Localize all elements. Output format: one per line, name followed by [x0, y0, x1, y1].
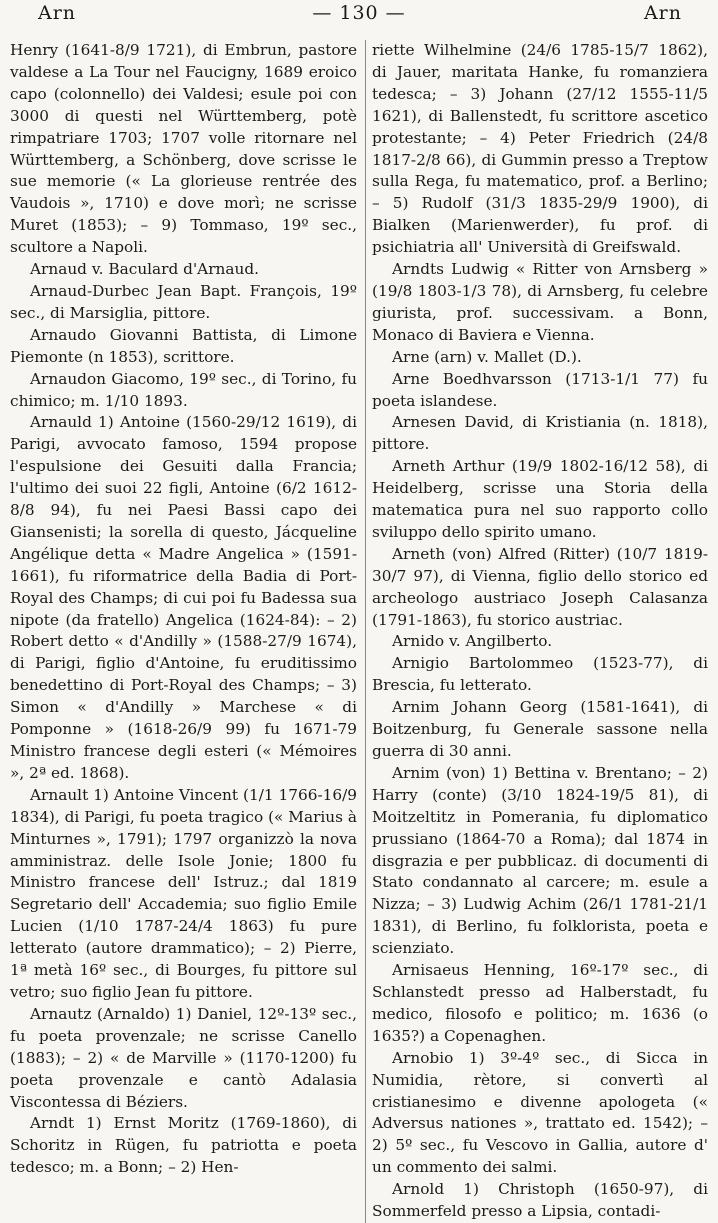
left-column	[10, 40, 366, 1223]
entry-arnim-2: Arnim (von) 1) Bettina v. Brentano; – 2) Harry (conte) (3/10 1824-19/5 81), di Moitzeltitz in Pomerania, fu diplomatico prussiano (1864-70 a Roma); dal 1874 in disgrazia e per pubblicaz. di documenti di Stato condannato al carcere; m. esule a Nizza; – 3) Ludwig Achim (26/1 1781-21/1 1831), di Berlino, fu folklorista, poeta e scienziato.	[372, 763, 708, 958]
entry-arne-2: Arne Boedhvarsson (1713-1/1 77) fu poeta islandese.	[372, 369, 708, 410]
header-right-guide-word: Arn	[643, 2, 682, 24]
right-column	[366, 40, 708, 1223]
entry-continuation: riette Wilhelmine (24/6 1785-15/7 1862), di Jauer, maritata Hanke, fu romanziera tedesca; – 3) Johann (27/12 1555-11/5 1621), di Ballenstedt, fu scrittore ascetico protestante; – 4) Peter Friedrich (24/8 1817-2/8 66), di Gummin presso a Treptow sulla Rega, fu matematico, prof. a Berlino; – 5) Rudolf (31/3 1835-29/9 1900), di Bialken (Marienwerder), fu prof. di psichiatria all' Università di Greifswald.	[372, 41, 708, 257]
entry-arnisaeus: Arnisaeus Henning, 16º-17º sec., di Schlanstedt presso ad Halberstadt, fu medico, filosofo e politico; m. 1636 (o 1635?) a Copenaghen.	[372, 961, 708, 1045]
entry-arnido: Arnido v. Angilberto.	[392, 632, 553, 651]
entry-arnaudo: Arnaudo Giovanni Battista, di Limone Piemonte (n 1853), scrittore.	[10, 325, 357, 366]
entry-arnautz: Arnautz (Arnaldo) 1) Daniel, 12º-13º sec., fu poeta provenzale; ne scrisse Canello (1883); – 2) « de Marville » (1170-1200) fu poeta provenzale e cantò Adalasia Viscontessa di Béziers.	[10, 1004, 357, 1111]
entry-arnaudon: Arnaudon Giacomo, 19º sec., di Torino, fu chimico; m. 1/10 1893.	[10, 369, 357, 410]
entry-arnim-1: Arnim Johann Georg (1581-1641), di Boitzenburg, fu Generale sassone nella guerra di 30 anni.	[372, 698, 708, 760]
entry-arnauld: Arnauld 1) Antoine (1560-29/12 1619), di Parigi, avvocato famoso, 1594 propose l'espulsione dei Gesuiti dalla Francia; l'ultimo dei suoi 22 figli, Antoine (6/2 1612-8/8 94), fu nei Paesi Bassi capo dei Giansenisti; la sorella di questo, Jácqueline Angélique detta « Madre Angelica » (1591-1661), fu riformatrice della Badia di Port-Royal des Champs; di cui poi fu Badessa sua nipote (da fratello) Angelica (1624-84): – 2) Robert detto « d'Andilly » (1588-27/9 1674), di Parigi, figlio d'Antoine, fu eruditissimo benedettino di Port-Royal des Champs; – 3) Simon « d'Andilly » Marchese « di Pomponne » (1618-26/9 99) fu 1671-79 Ministro francese degli esteri (« Mémoires », 2ª ed. 1868).	[10, 413, 357, 782]
two-column-body	[10, 40, 708, 1223]
entry-arnaud-durbec: Arnaud-Durbec Jean Bapt. François, 19º sec., di Marsiglia, pittore.	[10, 281, 357, 322]
entry-arnault: Arnault 1) Antoine Vincent (1/1 1766-16/9 1834), di Parigi, fu poeta tragico (« Marius à Minturnes », 1791); 1797 organizzò la nova amministraz. delle Isole Jonie; 1800 fu Ministro francese dell' Istruz.; dal 1819 Segretario dell' Accademia; suo figlio Emile Lucien (1/10 1787-24/4 1863) fu pure letterato (autore drammatico); – 2) Pierre, 1ª metà 16º sec., di Bourges, fu pittore sul vetro; suo figlio Jean fu pittore.	[10, 785, 357, 1001]
header-left-guide-word: Arn	[38, 2, 77, 24]
entry-arndt: Arndt 1) Ernst Moritz (1769-1860), di Schoritz in Rügen, fu patriotta e poeta tedesco; m. a Bonn; – 2) Hen-	[10, 1114, 357, 1177]
entry-arne-1: Arne (arn) v. Mallet (D.).	[392, 347, 582, 366]
entry-arnigio: Arnigio Bartolommeo (1523-77), di Brescia, fu letterato.	[372, 654, 708, 695]
entry-arndts: Arndts Ludwig « Ritter von Arnsberg » (19/8 1803-1/3 78), di Arnsberg, fu celebre giurista, prof. successivam. a Bonn, Monaco di Baviera e Vienna.	[372, 260, 708, 344]
entry-arnobio: Arnobio 1) 3º-4º sec., di Sicca in Numidia, rètore, si convertì al cristianesimo e divenne apologeta (« Adversus nationes », trattato ed. 1542); – 2) 5º sec., fu Vescovo in Gallia, autore d' un commento dei salmi.	[372, 1048, 708, 1177]
entry-arneth-2: Arneth (von) Alfred (Ritter) (10/7 1819-30/7 97), di Vienna, figlio dello storico ed archeologo austriaco Joseph Calasanza (1791-1863), fu storico austriac.	[372, 544, 708, 629]
entry-arnold: Arnold 1) Christoph (1650-97), di Sommerfeld presso a Lipsia, contadi-	[372, 1180, 708, 1221]
entry-arnesen: Arnesen David, di Kristiania (n. 1818), pittore.	[372, 413, 708, 454]
entry-arneth-1: Arneth Arthur (19/9 1802-16/12 58), di Heidelberg, scrisse una Storia della matematica pura nel suo rapporto collo sviluppo dello spirito umano.	[372, 457, 708, 541]
entry-continuation: Henry (1641-8/9 1721), di Embrun, pastore valdese a La Tour nel Faucigny, 1689 eroico capo (colonnello) dei Valdesi; esule poi con 3000 di questi nel Württemberg, potè rimpatriare 1703; 1707 volle ritornare nel Württemberg, a Schönberg, dove scrisse le sue memorie (« La glorieuse rentrée des Vaudois », 1710) e dove morì; ne scrisse Muret (1853); – 9) Tommaso, 19º sec., scultore a Napoli.	[10, 41, 357, 257]
running-header	[10, 0, 708, 40]
entry-arnaud: Arnaud v. Baculard d'Arnaud.	[30, 260, 259, 279]
page-number: — 130 —	[312, 2, 406, 24]
